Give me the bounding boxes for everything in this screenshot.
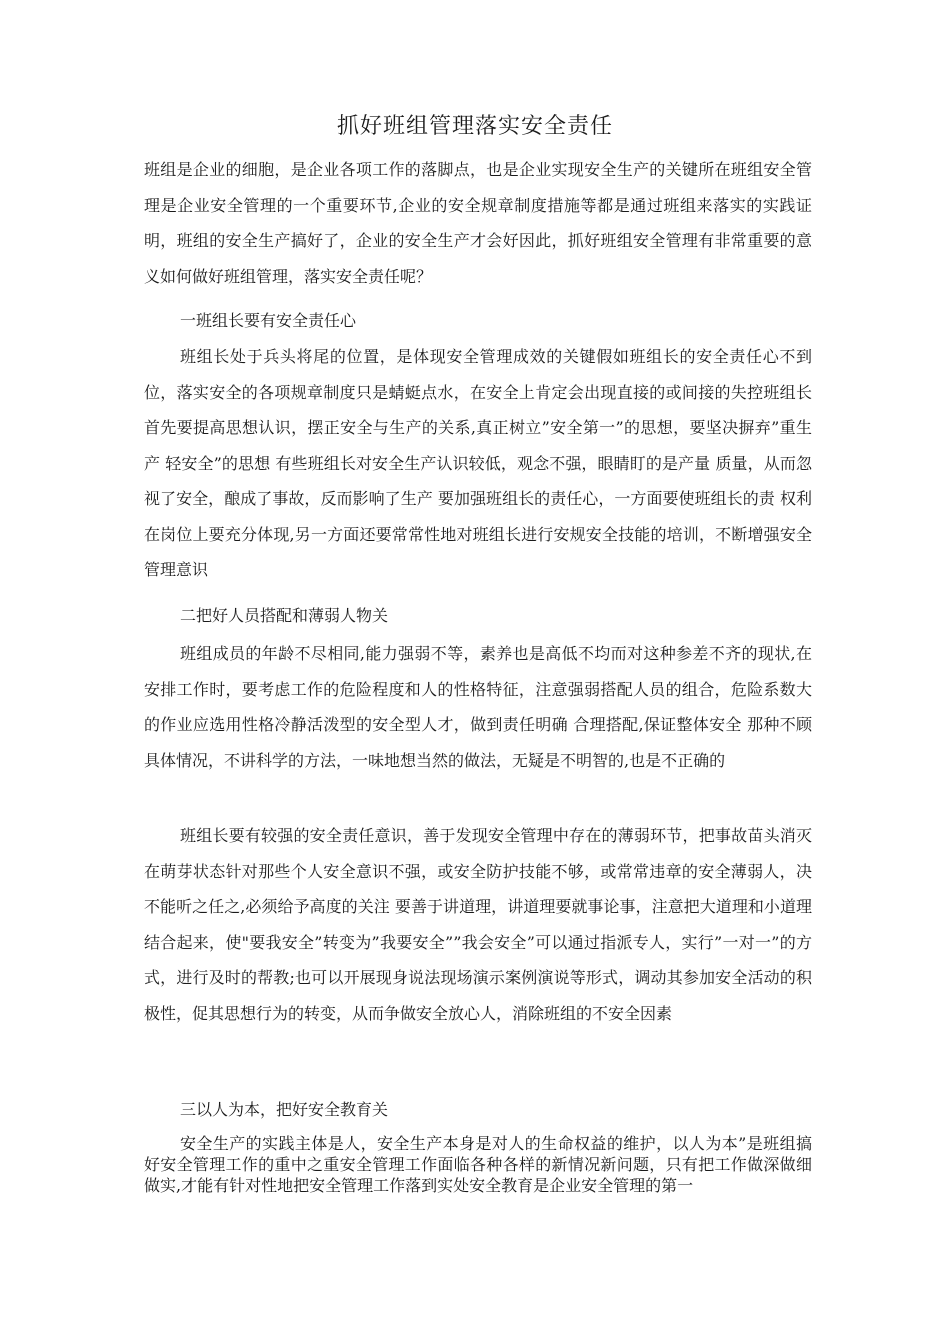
section-heading-2: 二把好人员搭配和薄弱人物关: [180, 606, 389, 625]
section-heading-1: 一班组长要有安全责任心: [180, 311, 357, 330]
section-heading-3: 三以人为本，把好安全教育关: [180, 1100, 389, 1119]
paragraph-1: 班组长处于兵头将尾的位置，是体现安全管理成效的关键假如班组长的安全责任心不到位，落实安全的各项规章制度只是蜻蜓点水，在安全上肯定会出现直接的或间接的失控班组长首先要提高思想认识，摆正安全与生产的关系,真正树立”安全第一”的思想，要坚决摒弃”重生产 轻安全”的思想 有些班组长对安全生产认识较低，观念不强，眼睛盯的是产量 质量，从而忽视了安全，酿成了事故，反而影响了生产 要加强班组长的责任心，一方面要使班组长的责 权利在岗位上要充分体现,另一方面还要常常性地对班组长进行安规安全技能的培训，不断增强安全管理意识: [144, 347, 812, 579]
document-title: 抓好班组管理落实安全责任: [336, 114, 613, 139]
paragraph-4: 安全生产的实践主体是人，安全生产本身是对人的生命权益的维护，以人为本”是班组搞好安全管理工作的重中之重安全管理工作面临各种各样的新情况新问题，只有把工作做深做细做实,才能有针对性地把安全管理工作落到实处安全教育是企业安全管理的第一: [144, 1134, 812, 1195]
paragraph-3: 班组长要有较强的安全责任意识，善于发现安全管理中存在的薄弱环节，把事故苗头消灭在萌芽状态针对那些个人安全意识不强，或安全防护技能不够，或常常违章的安全薄弱人，决不能听之任之,必须给予高度的关注 要善于讲道理，讲道理要就事论事，注意把大道理和小道理结合起来，使"要我安全”转变为”我要安全””我会安全”可以通过指派专人，实行”一对一”的方式，进行及时的帮教;也可以开展现身说法现场演示案例演说等形式，调动其参加安全活动的积极性，促其思想行为的转变，从而争做安全放心人，消除班组的不安全因素: [144, 826, 812, 1023]
paragraph-intro: 班组是企业的细胞，是企业各项工作的落脚点，也是企业实现安全生产的关键所在班组安全管理是企业安全管理的一个重要环节,企业的安全规章制度措施等都是通过班组来落实的实践证明，班组的安全生产搞好了，企业的安全生产才会好因此，抓好班组安全管理有非常重要的意义如何做好班组管理，落实安全责任呢？: [144, 160, 812, 286]
paragraph-2: 班组成员的年龄不尽相同,能力强弱不等，素养也是高低不均而对这种参差不齐的现状,在安排工作时，要考虑工作的危险程度和人的性格特征，注意强弱搭配人员的组合，危险系数大的作业应选用性格冷静活泼型的安全型人才，做到责任明确 合理搭配,保证整体安全 那种不顾具体情况，不讲科学的方法，一味地想当然的做法，无疑是不明智的,也是不正确的: [144, 644, 812, 770]
